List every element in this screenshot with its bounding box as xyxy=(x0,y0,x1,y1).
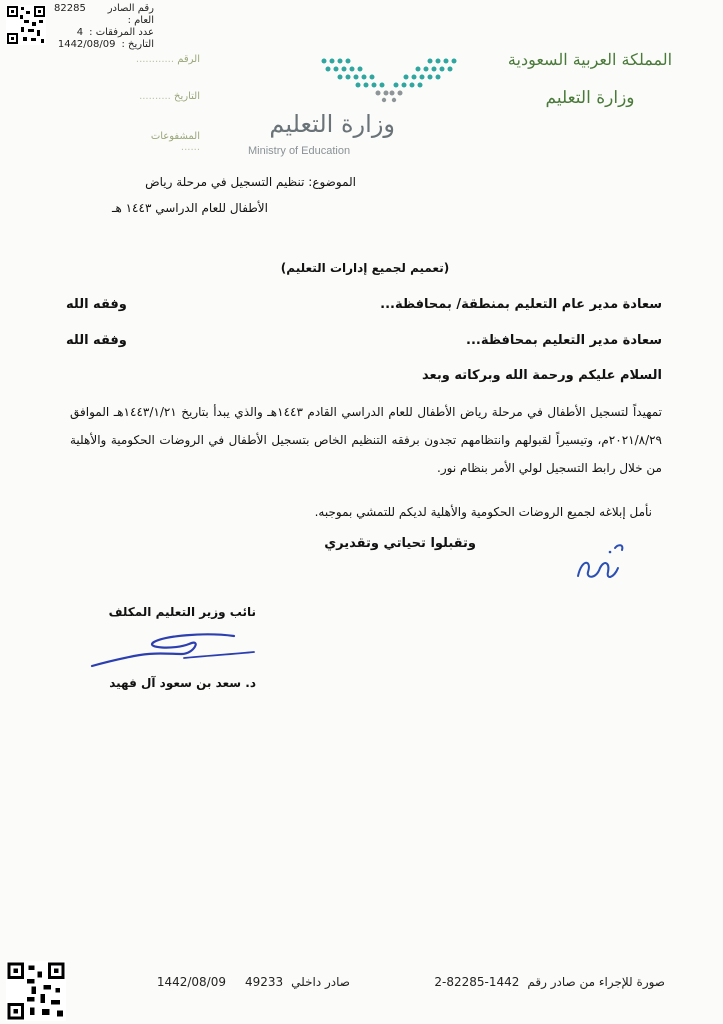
meta-date: 1442/08/09 xyxy=(57,39,116,50)
body-paragraph: تمهيداً لتسجيل الأطفال في مرحلة رياض الأطفال للعام الدراسي القادم ١٤٤٣هـ والذي يبدأ بتاريخ ١٤٤٣/١/٢١هـ الموافق ٢٠٢١/٨/٢٩م، وتيسيراً لقبولهم وانتظامهم تجدون برفقه التنظيم الخاص بتسجيل الأطفال في الروضات الحكومية والأهلية من خلال رابط التسجيل لولي الأمر بنظام نور. xyxy=(70,405,663,475)
document-meta xyxy=(54,3,154,51)
addressee-1-closing: وفقه الله xyxy=(66,297,127,312)
addressee-1: سعادة مدير عام التعليم بمنطقة/ بمحافظة... xyxy=(380,297,662,312)
issue-no-label: رقم الصادر العام : xyxy=(107,3,154,26)
header-enclosures-label: المشفوعات xyxy=(150,131,200,142)
attachments-count: 4 xyxy=(76,27,84,38)
circular-title: (تعميم لجميع إدارات التعليم) xyxy=(280,261,450,275)
header-date-field: التاريخ .......... xyxy=(139,91,200,102)
signature-icon xyxy=(84,618,264,673)
kingdom-name: المملكة العربية السعودية xyxy=(507,50,673,69)
footer-qr-code-icon xyxy=(6,961,66,1021)
signatory-title: نائب وزير التعليم المكلف xyxy=(108,605,256,619)
subject-line-2: الأطفال للعام الدراسي ١٤٤٣ هـ xyxy=(111,201,268,215)
qr-code-icon xyxy=(6,5,46,45)
ministry-logo-icon xyxy=(318,55,460,103)
handwritten-initials-icon xyxy=(570,538,630,588)
footer-date: 1442/08/09 xyxy=(156,975,226,989)
meta-date-label: التاريخ : xyxy=(121,39,154,50)
attachments-label: عدد المرفقات : xyxy=(89,27,154,38)
ministry-name: وزارة التعليم xyxy=(545,88,635,108)
header-enclosures-field: المشفوعات ...... xyxy=(150,131,200,153)
header-date-label: التاريخ xyxy=(174,91,200,102)
addressee-2-closing: وفقه الله xyxy=(66,333,127,348)
footer-internal xyxy=(235,975,350,989)
signatory-name: د. سعد بن سعود آل فهيد xyxy=(109,676,256,690)
header-number-label: الرقم xyxy=(177,54,200,65)
ministry-logo-text-ar: وزارة التعليم xyxy=(269,110,395,138)
issue-no: 82285 xyxy=(54,3,86,14)
footer-internal-number: 49233 xyxy=(244,975,284,989)
addressee-2: سعادة مدير التعليم بمحافظة... xyxy=(466,333,662,348)
footer-internal-label: صادر داخلي xyxy=(291,975,350,989)
header-number-field: الرقم ............ xyxy=(135,54,200,65)
request-line: نأمل إبلاغه لجميع الروضات الحكومية والأهلية لديكم للتمشي بموجبه. xyxy=(314,505,652,519)
greeting: السلام عليكم ورحمة الله وبركاته وبعد xyxy=(422,368,662,383)
footer-copy-number: 2-82285-1442 xyxy=(434,975,520,989)
ministry-logo-text-en: Ministry of Education xyxy=(248,145,351,157)
subject-line-1: الموضوع: تنظيم التسجيل في مرحلة رياض xyxy=(145,175,356,189)
footer-copy-label: صورة للإجراء من صادر رقم xyxy=(527,975,665,989)
footer-copy-ref xyxy=(425,975,665,989)
closing-line: وتقبلوا تحياتي وتقديري xyxy=(324,536,476,551)
